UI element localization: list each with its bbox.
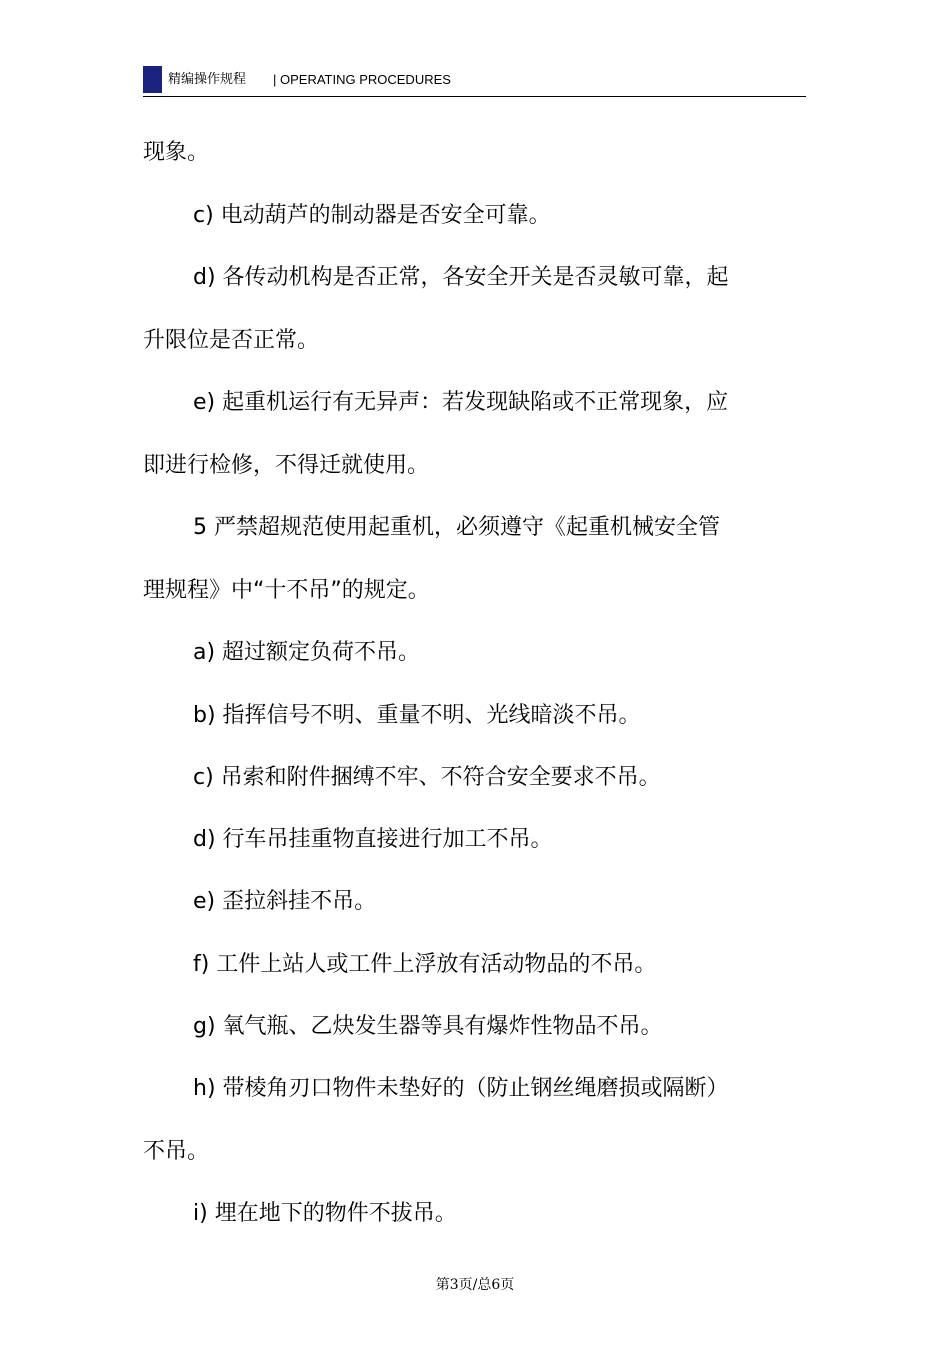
text-line: b) 指挥信号不明、重量不明、光线暗淡不吊。: [193, 703, 641, 728]
text-line: 升限位是否正常。: [143, 328, 320, 353]
text-line: 现象。: [143, 140, 210, 165]
text-line: d) 各传动机构是否正常，各安全开关是否灵敏可靠，起: [193, 265, 729, 290]
text-line: 不吊。: [143, 1139, 210, 1164]
text-line: c) 电动葫芦的制动器是否安全可靠。: [193, 203, 551, 228]
text-line: e) 起重机运行有无异声：若发现缺陷或不正常现象，应: [193, 390, 729, 415]
header-title: 精编操作规程: [168, 72, 247, 87]
text-line: e) 歪拉斜挂不吊。: [193, 889, 377, 914]
logo-icon: [143, 66, 162, 93]
text-line: 即进行检修，不得迁就使用。: [143, 453, 430, 478]
page-header: [143, 66, 806, 97]
text-line: h) 带棱角刃口物件未垫好的（防止钢丝绳磨损或隔断）: [193, 1076, 729, 1101]
text-line: 5 严禁超规范使用起重机，必须遵守《起重机械安全管: [193, 515, 720, 540]
text-line: c) 吊索和附件捆缚不牢、不符合安全要求不吊。: [193, 765, 661, 790]
header-subtitle: | OPERATING PROCEDURES: [273, 72, 451, 87]
text-line: g) 氧气瓶、乙炔发生器等具有爆炸性物品不吊。: [193, 1014, 663, 1039]
text-line: f) 工件上站人或工件上浮放有活动物品的不吊。: [193, 952, 657, 977]
text-line: d) 行车吊挂重物直接进行加工不吊。: [193, 827, 553, 852]
page-number: 第3页/总6页: [435, 1277, 515, 1293]
text-line: 理规程》中“十不吊”的规定。: [143, 578, 430, 603]
text-line: i) 埋在地下的物件不拔吊。: [193, 1201, 457, 1226]
text-line: a) 超过额定负荷不吊。: [193, 640, 421, 665]
